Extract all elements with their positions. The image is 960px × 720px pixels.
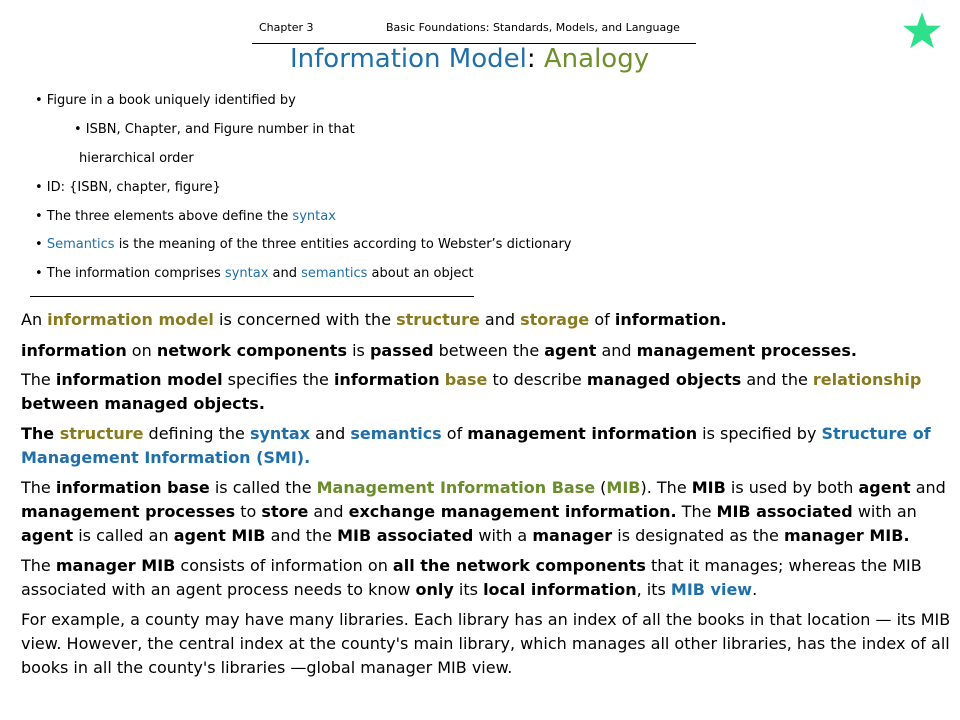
- p2-bold: agent: [544, 341, 597, 360]
- p5-bold: manager: [532, 526, 613, 545]
- p5-keyword: MIB: [606, 478, 641, 497]
- p6-bold: manager MIB: [55, 556, 176, 575]
- p4-seg: and: [310, 424, 351, 443]
- bullet-2-continued: hierarchical order: [79, 151, 194, 166]
- p5-bold: information base: [55, 478, 210, 497]
- p5-seg: and: [910, 478, 946, 497]
- bullet-6-mid: and: [268, 266, 302, 281]
- p5-seg: is called an: [73, 526, 174, 545]
- p5-seg: to: [235, 502, 262, 521]
- p1-seg: of: [589, 310, 615, 329]
- bullet-3: • ID: {ISBN, chapter, figure}: [35, 180, 221, 195]
- bullet-5: [35, 237, 572, 252]
- p1-keyword: structure: [396, 310, 480, 329]
- p5-keyword: Management Information Base: [316, 478, 596, 497]
- p6-bold: all the network components: [392, 556, 646, 575]
- p6-seg: The: [21, 556, 56, 575]
- p3-bold: managed objects: [586, 370, 742, 389]
- p4-keyword: structure: [59, 424, 144, 443]
- title-separator: :: [526, 44, 544, 74]
- p4-keyword: syntax: [249, 424, 311, 443]
- p2-seg: on: [126, 341, 157, 360]
- p5-seg: (: [595, 478, 607, 497]
- p5-seg: is called the: [209, 478, 317, 497]
- p3-seg: specifies the: [222, 370, 334, 389]
- paragraph-5: [21, 476, 951, 548]
- p6-seg: that it manages; whereas the MIB associated with an agent process needs to know: [21, 556, 922, 599]
- book-title: Basic Foundations: Standards, Models, and Language: [386, 21, 680, 34]
- p3-seg: and the: [741, 370, 813, 389]
- p6-seg: its: [453, 580, 484, 599]
- p5-bold: store: [261, 502, 309, 521]
- p2-seg: is: [346, 341, 370, 360]
- p1-seg: and: [479, 310, 521, 329]
- p5-seg: with an: [852, 502, 917, 521]
- green-star-icon: [902, 11, 942, 51]
- p4-seg: defining the: [143, 424, 250, 443]
- paragraph-4: [21, 422, 951, 470]
- p3-seg: to describe: [487, 370, 587, 389]
- paragraph-3: [21, 368, 951, 416]
- p2-seg: between the: [433, 341, 545, 360]
- p4-bold: The: [21, 424, 60, 443]
- p5-bold: manager MIB.: [783, 526, 910, 545]
- chapter-label: Chapter 3: [259, 21, 314, 34]
- p5-seg: and: [308, 502, 349, 521]
- p5-seg: ). The: [640, 478, 692, 497]
- p5-seg: is used by both: [725, 478, 859, 497]
- p3-keyword: relationship: [812, 370, 922, 389]
- bullet-6-text: • The information comprises: [35, 266, 225, 281]
- title-part-2: Analogy: [543, 44, 650, 74]
- p3-bold: information model: [55, 370, 223, 389]
- p1-seg: An: [21, 310, 48, 329]
- p5-seg: The: [21, 478, 56, 497]
- slide-title: [290, 44, 649, 74]
- p5-bold: management processes: [21, 502, 236, 521]
- section-divider: [30, 296, 474, 297]
- p6-seg: .: [752, 580, 758, 599]
- bullet-6-keyword-1: syntax: [224, 266, 269, 281]
- paragraph-6: [21, 554, 951, 602]
- p5-bold: MIB: [691, 478, 726, 497]
- bullet-5-text: is the meaning of the three entities according to Webster’s dictionary: [114, 237, 572, 252]
- p2-bold: management processes.: [636, 341, 857, 360]
- p3-bold: information: [333, 370, 440, 389]
- p6-keyword: MIB view: [670, 580, 753, 599]
- p2-bold: information: [21, 341, 127, 360]
- p4-seg: of: [441, 424, 468, 443]
- p1-keyword: storage: [520, 310, 590, 329]
- p1-seg: is concerned with the: [213, 310, 397, 329]
- bullet-4-keyword: syntax: [292, 209, 336, 224]
- bullet-2: • ISBN, Chapter, and Figure number in that: [74, 122, 355, 137]
- paragraph-1: [21, 308, 951, 332]
- p6-seg: , its: [636, 580, 671, 599]
- p5-bold: agent: [858, 478, 911, 497]
- p1-keyword: information model: [47, 310, 214, 329]
- p4-keyword: Structure of Management Information (SMI).: [21, 424, 931, 467]
- bullet-6: [35, 266, 474, 281]
- p5-bold: MIB associated: [337, 526, 474, 545]
- p3-seg: The: [21, 370, 56, 389]
- p5-seg: is designated as the: [612, 526, 784, 545]
- p1-bold: information.: [614, 310, 727, 329]
- p5-seg: with a: [473, 526, 533, 545]
- bullet-5-keyword: Semantics: [46, 237, 115, 252]
- p5-bold: MIB associated: [716, 502, 853, 521]
- p5-bold: exchange management information.: [348, 502, 677, 521]
- p3-bold: between managed objects.: [21, 394, 265, 413]
- p6-seg: consists of information on: [175, 556, 393, 575]
- p5-bold: agent: [21, 526, 74, 545]
- p6-bold: local information: [483, 580, 637, 599]
- bullet-5-marker: •: [35, 237, 47, 252]
- p4-seg: is specified by: [697, 424, 822, 443]
- title-part-1: Information Model: [290, 44, 527, 74]
- p6-bold: only: [415, 580, 454, 599]
- p4-bold: management information: [467, 424, 698, 443]
- bullet-6-keyword-2: semantics: [301, 266, 368, 281]
- paragraph-7: For example, a county may have many libraries. Each library has an index of all the books in that location — its MIB view. However, the central index at the county's main library, which manages all other libraries, has the index of all books in all the county's libraries —global manager MIB view.: [21, 610, 951, 677]
- p5-bold: agent MIB: [173, 526, 266, 545]
- bullet-4: [35, 209, 336, 224]
- bullet-1: • Figure in a book uniquely identified by: [35, 93, 296, 108]
- p2-bold: passed: [369, 341, 434, 360]
- p4-keyword: semantics: [350, 424, 442, 443]
- p2-seg: and: [596, 341, 637, 360]
- bullet-6-end: about an object: [367, 266, 474, 281]
- paragraph-2: [21, 339, 951, 363]
- p5-seg: and the: [265, 526, 338, 545]
- p3-keyword: base: [444, 370, 488, 389]
- p5-seg: The: [676, 502, 717, 521]
- bullet-4-text: • The three elements above define the: [35, 209, 293, 224]
- p2-bold: network components: [156, 341, 347, 360]
